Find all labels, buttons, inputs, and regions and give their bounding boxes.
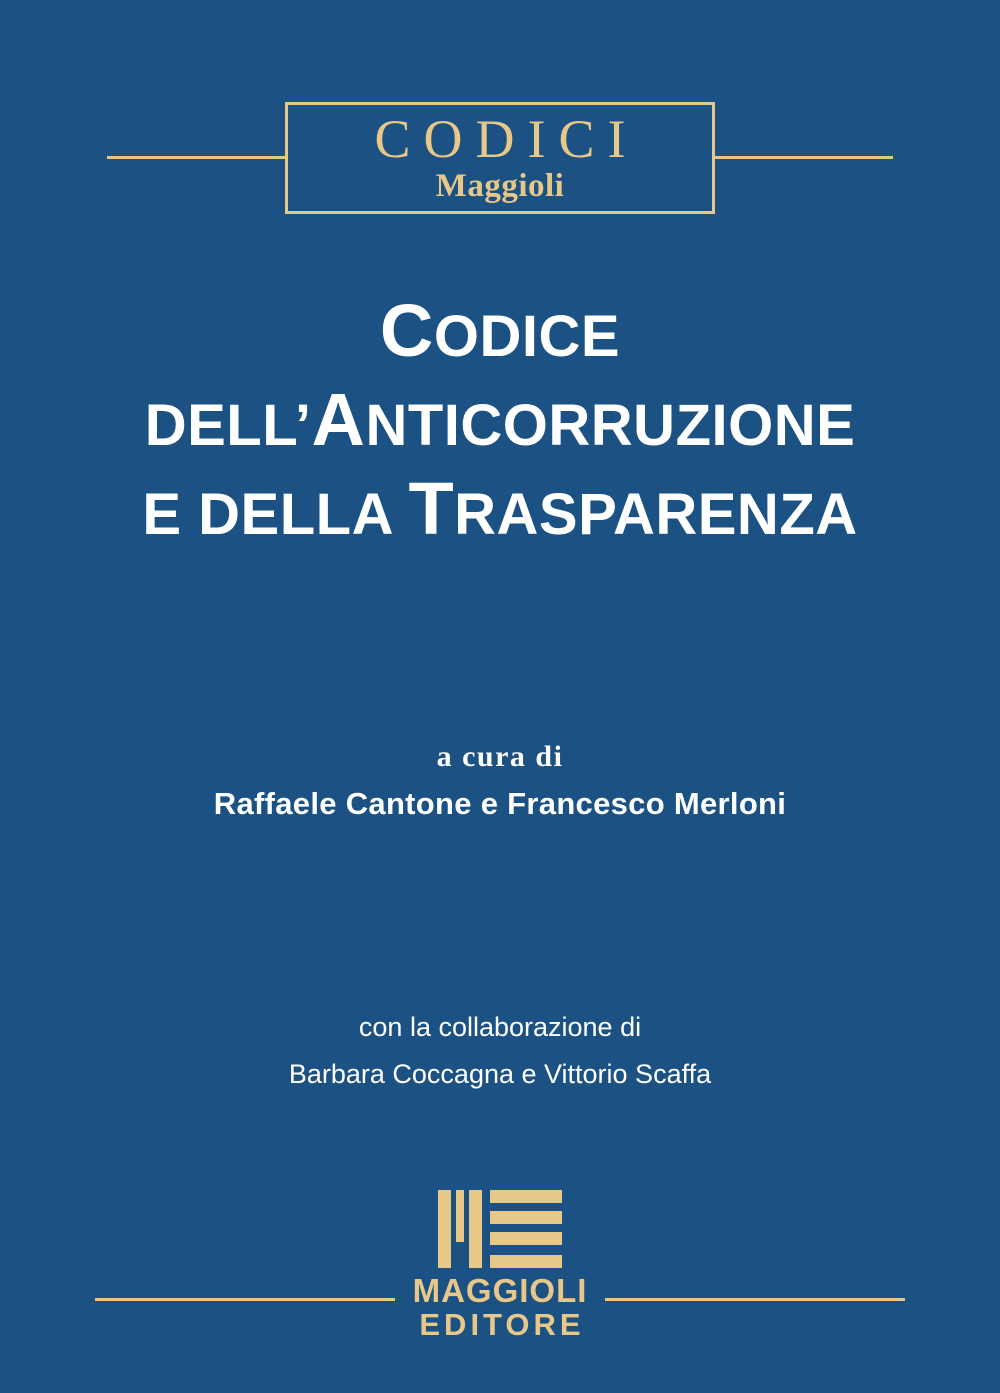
title-line-3 xyxy=(60,468,940,551)
maggioli-me-monogram-icon xyxy=(438,1190,562,1268)
series-rule-right-divider xyxy=(713,156,893,159)
book-title xyxy=(60,290,940,551)
title-line-2-prefix: DELL’ xyxy=(144,392,312,458)
title-line-3-prefix: E DELLA xyxy=(142,481,409,547)
publisher-subtitle: EDITORE xyxy=(419,1306,585,1342)
title-line-1-rest: ODICE xyxy=(433,304,621,369)
collaborators-label: con la collaborazione di xyxy=(358,1012,642,1042)
title-line-2-rest: NTICORRUZIONE xyxy=(365,392,856,458)
title-line-2 xyxy=(60,379,940,462)
title-line-3-rest: RASPARENZA xyxy=(454,481,858,547)
bottom-left-divider xyxy=(95,1298,395,1301)
publisher-name: MAGGIOLI xyxy=(412,1272,588,1309)
editors-names: Raffaele Cantone e Francesco Merloni xyxy=(213,786,787,821)
collaborators-names: Barbara Coccagna e Vittorio Scaffa xyxy=(288,1059,712,1089)
title-line-2-capital: A xyxy=(311,377,366,461)
series-publisher-name: Maggioli xyxy=(435,168,565,204)
title-line-3-capital: T xyxy=(408,466,455,550)
editors-block xyxy=(0,740,1000,822)
editors-label: a cura di xyxy=(436,740,564,773)
series-band xyxy=(0,100,1000,215)
logo-e-shape xyxy=(490,1190,562,1268)
bottom-right-divider xyxy=(605,1298,905,1301)
logo-m-shape xyxy=(438,1190,482,1268)
series-rule-left-divider xyxy=(107,156,287,159)
series-name: CODICI xyxy=(374,109,639,169)
collaborators-block xyxy=(0,1012,1000,1090)
title-line-1 xyxy=(60,290,940,373)
title-line-1-capital: C xyxy=(379,289,434,372)
series-box xyxy=(285,102,715,214)
publisher-logo-block xyxy=(0,1190,1000,1341)
